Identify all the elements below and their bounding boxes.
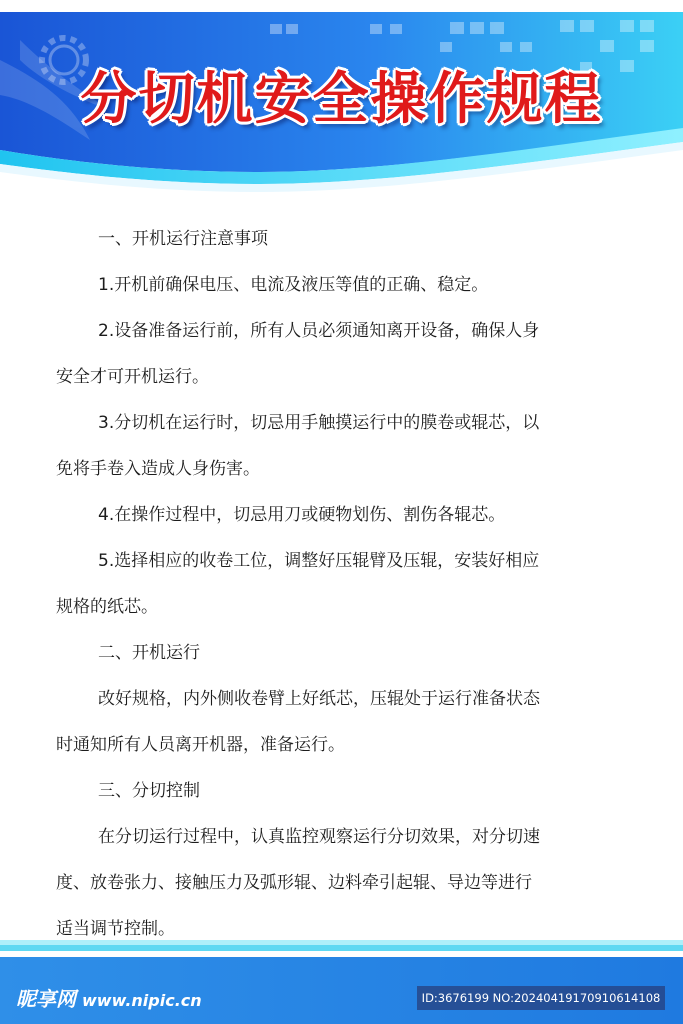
rule-line: 4.在操作过程中，切忌用刀或硬物划伤、割伤各辊芯。 — [98, 505, 506, 525]
page-title: 分切机安全操作规程 — [80, 67, 603, 132]
logo-text: 昵享网 — [16, 987, 76, 1011]
logo-site: www.nipic.cn — [82, 991, 202, 1010]
header-banner — [0, 0, 683, 200]
rule-line: 时通知所有人员离开机器，准备运行。 — [56, 735, 345, 755]
image-id-label: ID:3676199 NO:20240419170910614108 — [417, 986, 665, 1010]
rule-line: 3.分切机在运行时，切忌用手触摸运行中的膜卷或辊芯，以 — [98, 413, 540, 433]
footer-bar — [0, 940, 683, 1024]
rule-line: 2.设备准备运行前，所有人员必须通知离开设备，确保人身 — [98, 321, 540, 341]
rule-line: 三、分切控制 — [98, 781, 200, 801]
rule-line: 在分切运行过程中，认真监控观察运行分切效果，对分切速 — [98, 827, 540, 847]
rule-line: 一、开机运行注意事项 — [98, 229, 268, 249]
rule-line: 改好规格，内外侧收卷臂上好纸芯，压辊处于运行准备状态 — [98, 689, 540, 709]
nipic-logo — [16, 984, 202, 1014]
rule-line: 免将手卷入造成人身伤害。 — [56, 459, 260, 479]
rule-line: 1.开机前确保电压、电流及液压等值的正确、稳定。 — [98, 275, 489, 295]
rule-line: 规格的纸芯。 — [56, 597, 158, 617]
rules-content — [56, 220, 631, 956]
rule-line: 5.选择相应的收卷工位，调整好压辊臂及压辊，安装好相应 — [98, 551, 540, 571]
rule-line: 度、放卷张力、接触压力及弧形辊、边料牵引起辊、导边等进行 — [56, 873, 532, 893]
rule-line: 适当调节控制。 — [56, 919, 175, 939]
rule-line: 安全才可开机运行。 — [56, 367, 209, 387]
rule-line: 二、开机运行 — [98, 643, 200, 663]
